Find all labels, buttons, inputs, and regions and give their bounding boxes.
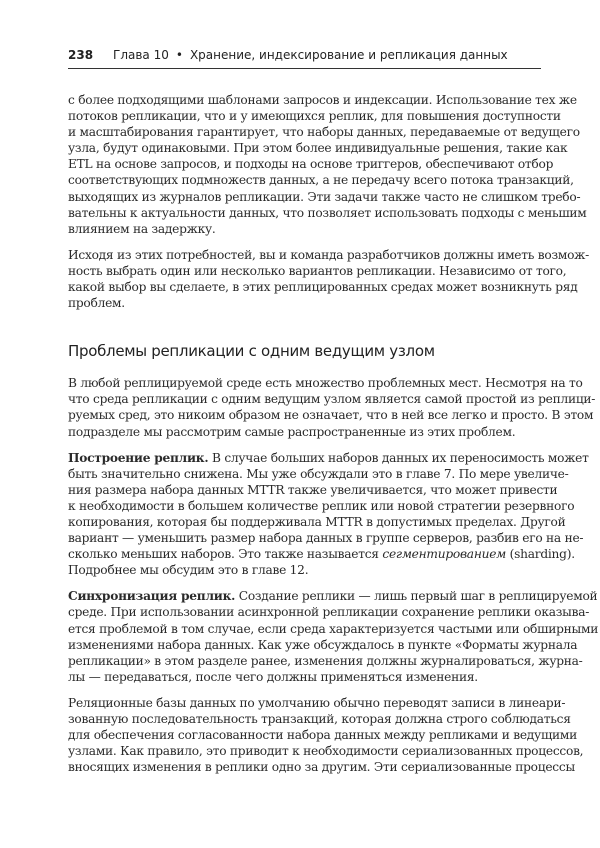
paragraph (68, 588, 599, 685)
chapter-label: Глава 10 (113, 48, 169, 62)
text-line: Подробнее мы обсудим это в главе 12. (68, 563, 309, 578)
text-line: что среда репликации с одним ведущим узлом является самой простой из реплици- (68, 392, 596, 407)
page-body (68, 92, 599, 785)
text-line: репликации» в этом разделе ранее, изменения должны журналироваться, журна- (68, 653, 583, 668)
text-line: вательны к актуальности данных, что позволяет использовать подходы с меньшим (68, 205, 587, 220)
bold-lead: Синхронизация реплик. (68, 589, 236, 604)
text-line: и масштабирования гарантирует, что наборы данных, передаваемые от ведущего (68, 125, 580, 140)
text-line: Исходя из этих потребностей, вы и команда разработчиков должны иметь возмож- (68, 247, 590, 262)
text-span: Создание реплики — лишь первый шаг в реплицируемой (235, 589, 598, 604)
text-line: зованную последовательность транзакций, которая должна строго соблюдаться (68, 712, 571, 726)
text-line (68, 546, 575, 562)
paragraph (68, 695, 584, 775)
text-line: подразделе мы рассмотрим самые распространенные из этих проблем. (68, 424, 516, 439)
paragraphs-after-heading (68, 375, 599, 775)
text-line: с более подходящими шаблонами запросов и индексации. Использование тех же (68, 93, 577, 107)
italic-term: сегментированием (382, 547, 507, 562)
text-line: выходящих из журналов репликации. Эти задачи также часто не слишком требо- (68, 189, 581, 204)
paragraph (68, 247, 590, 311)
text-line: Реляционные базы данных по умолчанию обычно переводят записи в линеари- (68, 695, 566, 710)
bullet-separator: • (175, 48, 183, 62)
text-line: ния размера набора данных MTTR также увеличивается, что может привести (68, 482, 558, 497)
paragraph (68, 450, 589, 579)
text-line: узла, будут одинаковыми. При этом более индивидуальные решения, такие как (68, 141, 568, 156)
text-line (68, 450, 589, 466)
text-line: узлами. Как правило, это приводит к необходимости сериализованных процессов, (68, 744, 584, 759)
text-line: ETL на основе запросов, и подходы на основе триггеров, обеспечивают отбор (68, 157, 554, 172)
text-line: ность выбрать один или несколько вариантов репликации. Независимо от того, (68, 263, 567, 278)
text-line: руемых сред, это никоим образом не означает, что в ней все легко и просто. В этом (68, 408, 594, 423)
text-line: к необходимости в большем количестве реплик или новой стратегии резервного (68, 498, 575, 513)
chapter-title: Хранение, индексирование и репликация данных (189, 48, 508, 62)
text-line: В любой реплицируемой среде есть множество проблемных мест. Несмотря на то (68, 376, 583, 391)
page-number: 238 (68, 48, 94, 62)
header-rule (68, 68, 541, 69)
text-line: влиянием на задержку. (68, 221, 216, 236)
text-line: вносящих изменения в реплики одно за другим. Эти сериализованные процессы (68, 760, 575, 775)
text-line: лы — передаваться, после чего должны применяться изменения. (68, 669, 478, 684)
bold-lead: Построение реплик. (68, 450, 209, 465)
text-line: для обеспечения согласованности набора данных между репликами и ведущими (68, 728, 578, 743)
text-line: среде. При использовании асинхронной репликации сохранение реплики оказыва- (68, 605, 590, 620)
text-span: сколько меньших наборов. Это также называется (68, 547, 383, 562)
text-line: ется проблемой в том случае, если среда характеризуется частыми или обширными (68, 621, 599, 636)
text-span: В случае больших наборов данных их переносимость может (208, 450, 589, 465)
text-line: изменениями набора данных. Как уже обсуждалось в пункте «Форматы журнала (68, 637, 578, 652)
running-header (68, 48, 541, 68)
paragraphs-before-heading (68, 92, 590, 311)
text-line: быть значительно снижена. Мы уже обсуждали это в главе 7. По мере увеличе- (68, 466, 569, 481)
text-line: проблем. (68, 296, 125, 311)
text-line: копирования, которая бы поддерживала MTTR в допустимых пределах. Другой (68, 514, 566, 529)
text-line: потоков репликации, что и у имеющихся реплик, для повышения доступности (68, 109, 561, 124)
section-heading: Проблемы репликации с одним ведущим узлом (68, 342, 435, 361)
text-line: вариант — уменьшить размер набора данных в группе серверов, разбив его на не- (68, 531, 584, 546)
text-line: какой выбор вы сделаете, в этих реплицированных средах может возникнуть ряд (68, 280, 578, 295)
paragraph (68, 92, 587, 237)
paragraph (68, 375, 596, 439)
text-line (68, 588, 598, 604)
text-span: (sharding). (506, 547, 575, 562)
text-line: соответствующих подмножеств данных, а не передачу всего потока транзакций, (68, 173, 574, 188)
